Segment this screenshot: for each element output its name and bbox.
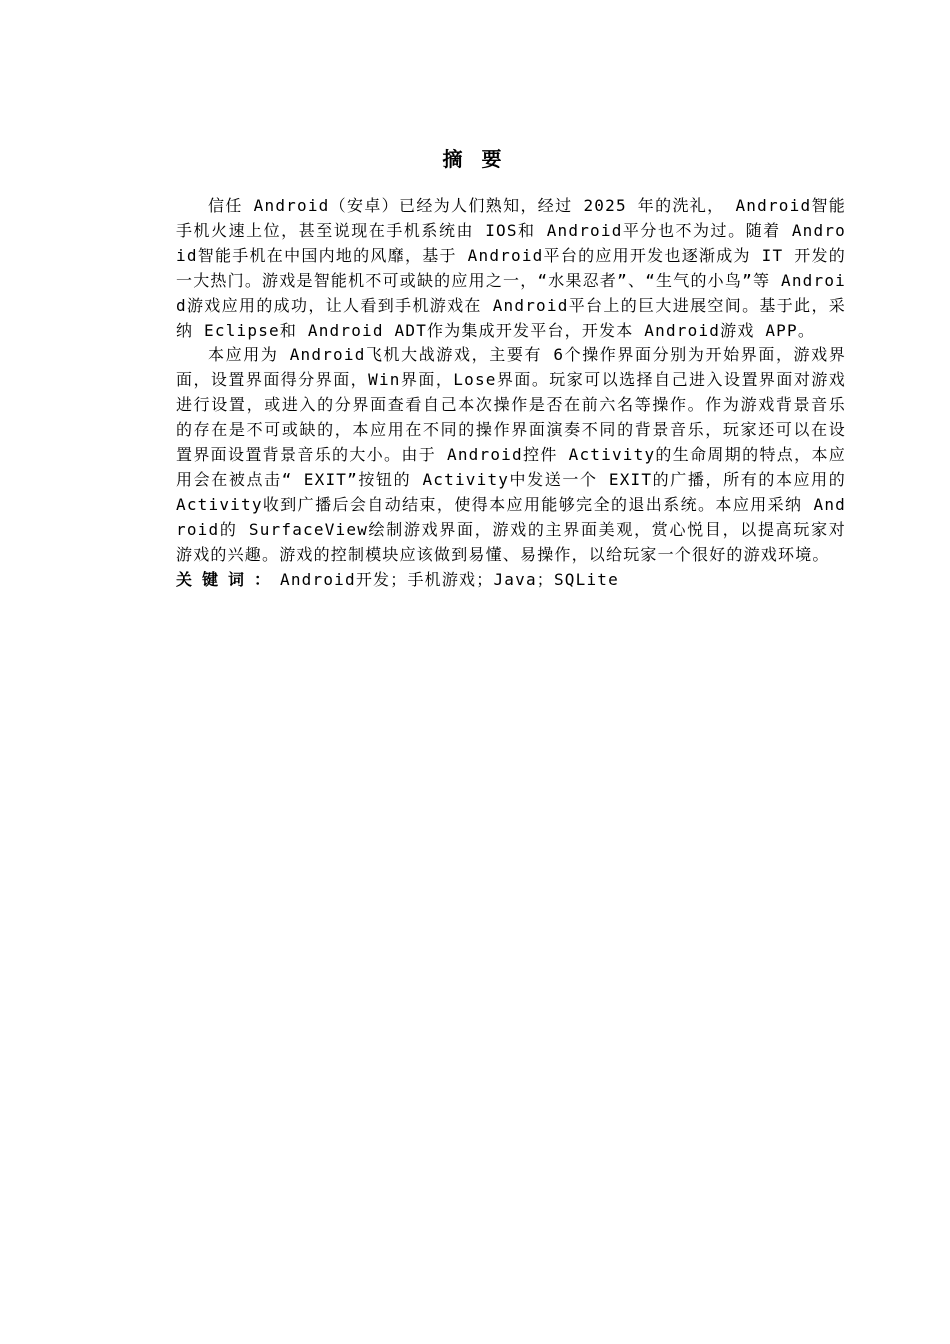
abstract-title: 摘 要: [442, 147, 508, 171]
keywords-label: 关键词：: [176, 569, 281, 589]
abstract-paragraph-2: 本应用为 Android飞机大战游戏，主要有 6个操作界面分别为开始界面，游戏界面，设置界面得分界面，Win界面，Lose界面。玩家可以选择自己进入设置界面对游戏进行设置，或进入的分界面查看自己本次操作是否在前六名等操作。作为游戏背景音乐的存在是不可或缺的，本应用在不同的操作界面演奏不同的背景音乐，玩家还可以在设置界面设置背景音乐的大小。由于 Android控件 Activity的生命周期的特点，本应用会在被点击“ EXIT”按钮的 Activity中发送一个 EXIT的广播，所有的本应用的 Activity收到广播后会自动结束，使得本应用能够完全的退出系统。本应用采纳 Android的 SurfaceView绘制游戏界面，游戏的主界面美观，赏心悦目，以提高玩家对游戏的兴趣。游戏的控制模块应该做到易懂、易操作，以给玩家一个很好的游戏环境。: [176, 345, 846, 564]
abstract-paragraph-1: 信任 Android（安卓）已经为人们熟知，经过 2025 年的洗礼， Android智能手机火速上位，甚至说现在手机系统由 IOS和 Android平分也不为过。随着 Android智能手机在中国内地的风靡，基于 Android平台的应用开发也逐渐成为 IT 开发的一大热门。游戏是智能机不可或缺的应用之一，“水果忍者”、“生气的小鸟”等 Android游戏应用的成功，让人看到手机游戏在 Android平台上的巨大进展空间。基于此，采纳 Eclipse和 Android ADT作为集成开发平台，开发本 Android游戏 APP。: [176, 196, 846, 340]
keywords-value: Android开发；手机游戏；Java；SQLite: [280, 569, 619, 589]
abstract-body: [176, 194, 846, 593]
keywords-line: [176, 568, 846, 593]
